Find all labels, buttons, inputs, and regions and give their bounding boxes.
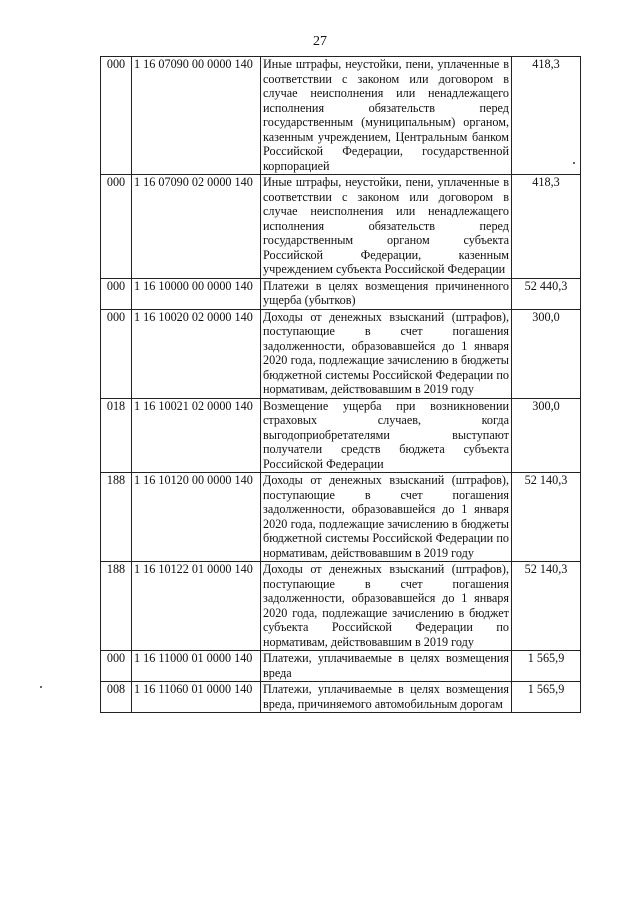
amount-cell: 52 140,3 bbox=[512, 562, 581, 651]
table-row bbox=[101, 682, 581, 713]
revenue-code-cell: 1 16 10021 02 0000 140 bbox=[132, 398, 261, 473]
admin-code-cell: 000 bbox=[101, 57, 132, 175]
revenue-name-cell: Иные штрафы, неустойки, пени, уплаченные в соответствии с законом или договором в случае неисполнения или ненадлежащего исполнения обязательств перед государственным органом субъекта Российской Федерации, казенным учреждением субъекта Российской Федерации bbox=[261, 175, 512, 279]
amount-cell: 1 565,9 bbox=[512, 682, 581, 713]
table-row bbox=[101, 278, 581, 309]
revenue-code-cell: 1 16 07090 00 0000 140 bbox=[132, 57, 261, 175]
admin-code-cell: 188 bbox=[101, 562, 132, 651]
admin-code-cell: 000 bbox=[101, 175, 132, 279]
revenue-name-cell: Доходы от денежных взысканий (штрафов), поступающие в счет погашения задолженности, образовавшейся до 1 января 2020 года, подлежащие зачислению в бюджеты бюджетной системы Российской Федерации по нормативам, действовавшим в 2019 году bbox=[261, 309, 512, 398]
amount-cell: 418,3 bbox=[512, 175, 581, 279]
admin-code-cell: 008 bbox=[101, 682, 132, 713]
amount-cell: 52 440,3 bbox=[512, 278, 581, 309]
admin-code-cell: 018 bbox=[101, 398, 132, 473]
revenue-code-cell: 1 16 11060 01 0000 140 bbox=[132, 682, 261, 713]
revenue-name-cell: Платежи, уплачиваемые в целях возмещения вреда, причиняемого автомобильным дорогам bbox=[261, 682, 512, 713]
scan-speck bbox=[40, 686, 42, 688]
revenue-code-cell: 1 16 10000 00 0000 140 bbox=[132, 278, 261, 309]
table-row bbox=[101, 175, 581, 279]
revenue-code-cell: 1 16 07090 02 0000 140 bbox=[132, 175, 261, 279]
revenue-name-cell: Платежи, уплачиваемые в целях возмещения вреда bbox=[261, 651, 512, 682]
page-number: 27 bbox=[313, 34, 327, 49]
revenue-code-cell: 1 16 10120 00 0000 140 bbox=[132, 473, 261, 562]
table-row bbox=[101, 57, 581, 175]
amount-cell: 52 140,3 bbox=[512, 473, 581, 562]
budget-revenue-table bbox=[100, 56, 581, 713]
revenue-code-cell: 1 16 10020 02 0000 140 bbox=[132, 309, 261, 398]
amount-cell: 418,3 bbox=[512, 57, 581, 175]
revenue-name-cell: Доходы от денежных взысканий (штрафов), поступающие в счет погашения задолженности, образовавшейся до 1 января 2020 года, подлежащие зачислению в бюджеты бюджетной системы Российской Федерации по нормативам, действовавшим в 2019 году bbox=[261, 473, 512, 562]
revenue-code-cell: 1 16 11000 01 0000 140 bbox=[132, 651, 261, 682]
admin-code-cell: 188 bbox=[101, 473, 132, 562]
revenue-name-cell: Возмещение ущерба при возникновении страховых случаев, когда выгодоприобретателями выступают получатели средств бюджета субъекта Российской Федерации bbox=[261, 398, 512, 473]
table-row bbox=[101, 309, 581, 398]
table-row bbox=[101, 651, 581, 682]
revenue-name-cell: Платежи в целях возмещения причиненного ущерба (убытков) bbox=[261, 278, 512, 309]
scan-speck bbox=[573, 162, 575, 164]
admin-code-cell: 000 bbox=[101, 651, 132, 682]
amount-cell: 1 565,9 bbox=[512, 651, 581, 682]
table-row bbox=[101, 398, 581, 473]
table-row bbox=[101, 473, 581, 562]
admin-code-cell: 000 bbox=[101, 278, 132, 309]
admin-code-cell: 000 bbox=[101, 309, 132, 398]
revenue-code-cell: 1 16 10122 01 0000 140 bbox=[132, 562, 261, 651]
amount-cell: 300,0 bbox=[512, 309, 581, 398]
budget-table-body bbox=[101, 57, 581, 713]
revenue-name-cell: Доходы от денежных взысканий (штрафов), поступающие в счет погашения задолженности, образовавшейся до 1 января 2020 года, подлежащие зачислению в бюджет субъекта Российской Федерации по нормативам, действовавшим в 2019 году bbox=[261, 562, 512, 651]
amount-cell: 300,0 bbox=[512, 398, 581, 473]
revenue-name-cell: Иные штрафы, неустойки, пени, уплаченные в соответствии с законом или договором в случае неисполнения или ненадлежащего исполнения обязательств перед государственным (муниципальным) органом, казенным учреждением, Центральным банком Российской Федерации, государственной корпорацией bbox=[261, 57, 512, 175]
table-row bbox=[101, 562, 581, 651]
